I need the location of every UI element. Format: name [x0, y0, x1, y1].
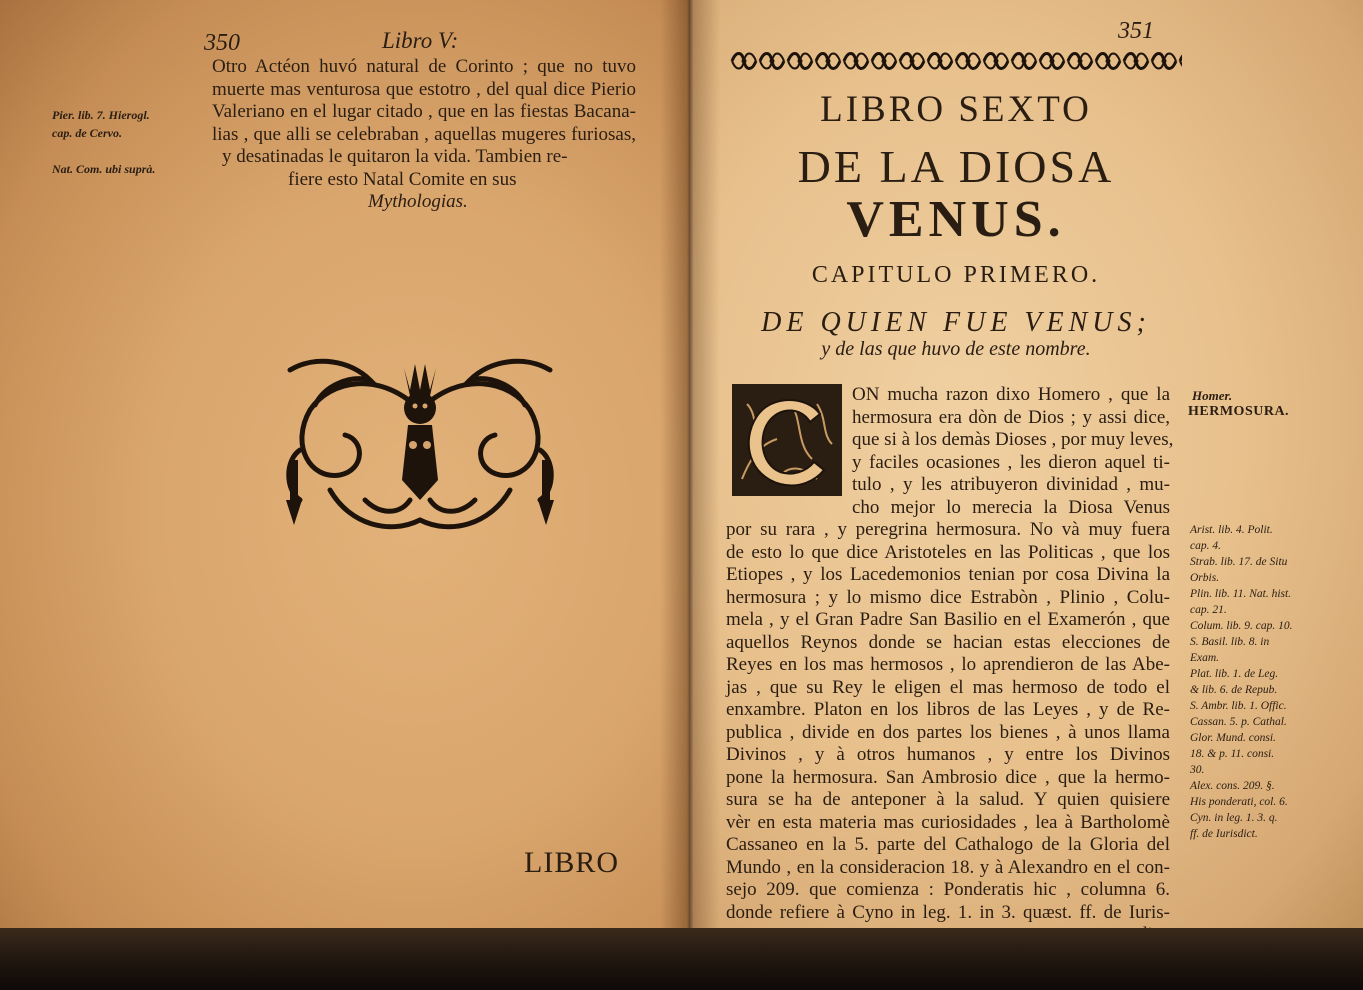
text-line: hermosura era dòn de Dios ; y assi dice, — [852, 406, 1170, 428]
margin-note-line: Colum. lib. 9. cap. 10. — [1190, 620, 1293, 632]
title-line-1: DE LA DIOSA — [797, 141, 1115, 192]
text-line: Mundo , en la consideracion 18. y à Alexandro en el con- — [726, 856, 1170, 878]
text-line: y faciles ocasiones , les dieron aquel ti- — [852, 451, 1170, 473]
margin-note-line: His ponderati, col. 6. — [1190, 796, 1288, 808]
section-subtitle: y de las que huvo de este nombre. — [821, 338, 1091, 360]
text-line: pone la hermosura. San Ambrosio dice , que la hermo- — [726, 766, 1170, 788]
margin-note — [52, 106, 150, 142]
margin-note-line: Plin. lib. 11. Nat. hist. — [1190, 588, 1292, 600]
catchword: LIBRO — [524, 846, 619, 879]
margin-note-line: Arist. lib. 4. Polit. — [1190, 524, 1273, 536]
text-line: fiere esto Natal Comite en sus — [288, 168, 517, 190]
left-page — [0, 0, 690, 928]
text-line: cho mejor lo merecia la Diosa Venus — [852, 496, 1170, 518]
margin-note-line: S. Ambr. lib. 1. Offic. — [1190, 700, 1287, 712]
text-line: jas , que su Rey le eligen el mas hermoso de todo el — [726, 676, 1170, 698]
text-line: donde refiere à Cyno in leg. 1. in 3. quæst. ff. de Iuris- — [726, 901, 1170, 923]
text-line: lias , que alli se celebraban , aquellas mugeres furiosas, — [212, 123, 636, 145]
margin-note-line: 18. & p. 11. consi. — [1190, 748, 1275, 760]
margin-note-line: Pier. lib. 7. Hierogl. — [52, 108, 150, 122]
text-line: y desatinadas le quitaron la vida. Tambien re- — [222, 146, 568, 167]
margin-note-line: Cassan. 5. p. Cathal. — [1190, 716, 1287, 728]
text-line: publica , divide en dos partes los bienes , à unos llama — [726, 721, 1170, 743]
margin-note-line: Strab. lib. 17. de Situ — [1190, 556, 1288, 568]
text-line: Etiopes , y los Lacedemonios tenian por cosa Divina la — [726, 564, 1170, 585]
text-line: por su rara , y peregrina hermosura. No và muy fuera — [726, 519, 1170, 540]
text-line: que si à los demàs Dioses , por muy leves, — [852, 429, 1174, 450]
background-surface — [0, 928, 1363, 990]
margin-topic: HERMOSURA. — [1188, 404, 1290, 419]
chapter-heading: CAPITULO PRIMERO. — [811, 262, 1101, 288]
margin-head: Homer. — [1192, 388, 1233, 403]
text-line: mela , y el Gran Padre San Basilio en el Examerón , que — [726, 609, 1170, 630]
margin-notes — [1190, 522, 1293, 842]
margin-note-line: cap. 4. — [1190, 540, 1221, 552]
margin-note-line: Alex. cons. 209. §. — [1190, 780, 1275, 792]
margin-note: Nat. Com. ubi suprà. — [52, 162, 156, 176]
right-page — [690, 0, 1363, 928]
margin-note-line: Plat. lib. 1. de Leg. — [1190, 668, 1279, 680]
section-title: DE QUIEN FUE VENUS; — [761, 307, 1151, 338]
margin-note-line: Exam. — [1190, 652, 1220, 664]
margin-note-line: cap. de Cervo. — [52, 126, 122, 140]
text-line: Mythologias. — [368, 191, 468, 212]
margin-note-line: Glor. Mund. consi. — [1190, 732, 1276, 744]
margin-note-line: cap. 21. — [1190, 604, 1227, 616]
indented-text — [852, 384, 1174, 519]
text-line: sura se ha de anteponer à la salud. Y quien quisiere — [726, 789, 1170, 810]
decorated-initial-c — [732, 384, 842, 496]
text-line: Divinos , y à otros humanos , y entre los Divinos — [726, 744, 1170, 765]
margin-note-line: ff. de Iurisdict. — [1190, 828, 1258, 840]
margin-note-line: Cyn. in leg. 1. 3. q. — [1190, 812, 1278, 824]
text-line: de esto lo que dice Aristoteles en las Politicas , que los — [726, 541, 1170, 563]
margin-note-line: Orbis. — [1190, 572, 1220, 584]
text-line: muerte mas venturosa que estotro , del qual dice Pierio — [212, 78, 636, 100]
text-line: tulo , y les atribuyeron divinidad , mu- — [852, 474, 1170, 495]
main-text — [726, 519, 1170, 947]
text-line: hermosura ; y lo mismo dice Estrabòn , Plinio , Colu- — [726, 586, 1170, 608]
book-heading: LIBRO SEXTO — [820, 89, 1092, 130]
text-line: vèr en esta materia mas curiosidades , lea à Bartholomè — [726, 811, 1170, 833]
text-line: aquellos Reynos donde se hacian estas elecciones de — [726, 631, 1170, 653]
tailpiece-ornament — [270, 350, 570, 550]
margin-note-line: 30. — [1190, 764, 1205, 776]
book-gutter — [660, 0, 720, 928]
text-line: sejo 209. que comienza : Ponderatis hic , columna 6. — [726, 879, 1170, 900]
text-line: Otro Actéon huvó natural de Corinto ; que no tuvo — [212, 56, 636, 77]
text-line: Valeriano en el lugar citado , que en las fiestas Bacana- — [212, 101, 636, 122]
margin-note-line: S. Basil. lib. 8. in — [1190, 636, 1270, 648]
left-body-text — [212, 56, 636, 214]
text-line: ON mucha razon dixo Homero , que la — [852, 384, 1170, 405]
text-line: enxambre. Platon en los libros de las Leyes , y de Re- — [726, 699, 1170, 720]
headpiece-border-ornament — [730, 48, 1182, 74]
text-line: Cassaneo en la 5. parte del Cathalogo de la Gloria del — [726, 834, 1170, 855]
margin-note-line: & lib. 6. de Repub. — [1190, 684, 1278, 696]
title-line-2: VENUS. — [846, 191, 1066, 248]
left-page-number: 350 — [204, 30, 240, 56]
running-head: Libro V: — [382, 28, 459, 53]
right-page-number: 351 — [1118, 18, 1154, 44]
text-line: Reyes en los mas hermosos , lo aprendieron de las Abe- — [726, 654, 1170, 675]
